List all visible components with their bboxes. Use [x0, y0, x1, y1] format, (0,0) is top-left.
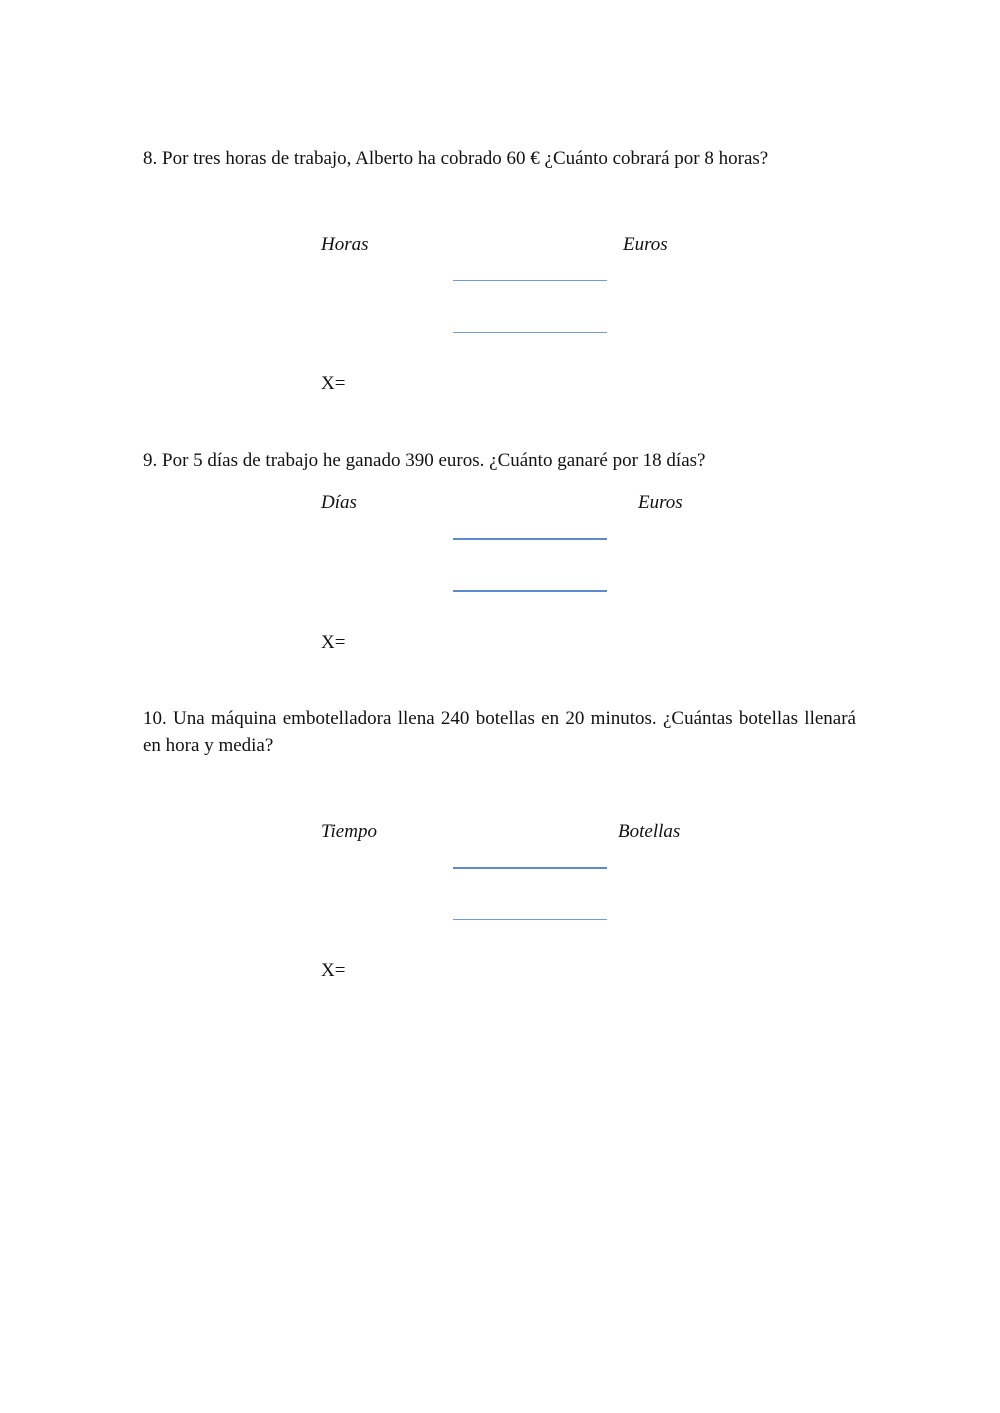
question-9: 9. Por 5 días de trabajo he ganado 390 euros. ¿Cuánto ganaré por 18 días?	[143, 450, 706, 471]
answer-line[interactable]	[453, 590, 607, 592]
answer-line[interactable]	[453, 332, 607, 333]
column-label-tiempo: Tiempo	[321, 821, 377, 842]
column-label-euros: Euros	[638, 492, 683, 513]
column-label-dias: Días	[321, 492, 357, 513]
answer-line[interactable]	[453, 280, 607, 281]
result-label: X=	[321, 960, 346, 981]
answer-line[interactable]	[453, 919, 607, 920]
question-10: 10. Una máquina embotelladora llena 240 botellas en 20 minutos. ¿Cuántas botellas llenará en hora y media?	[143, 708, 856, 756]
column-label-botellas: Botellas	[618, 821, 681, 842]
result-label: X=	[321, 632, 346, 653]
result-label: X=	[321, 373, 346, 394]
column-label-horas: Horas	[321, 234, 369, 255]
question-8: 8. Por tres horas de trabajo, Alberto ha cobrado 60 € ¿Cuánto cobrará por 8 horas?	[143, 148, 769, 169]
answer-line[interactable]	[453, 538, 607, 540]
answer-line[interactable]	[453, 867, 607, 869]
column-label-euros: Euros	[623, 234, 668, 255]
